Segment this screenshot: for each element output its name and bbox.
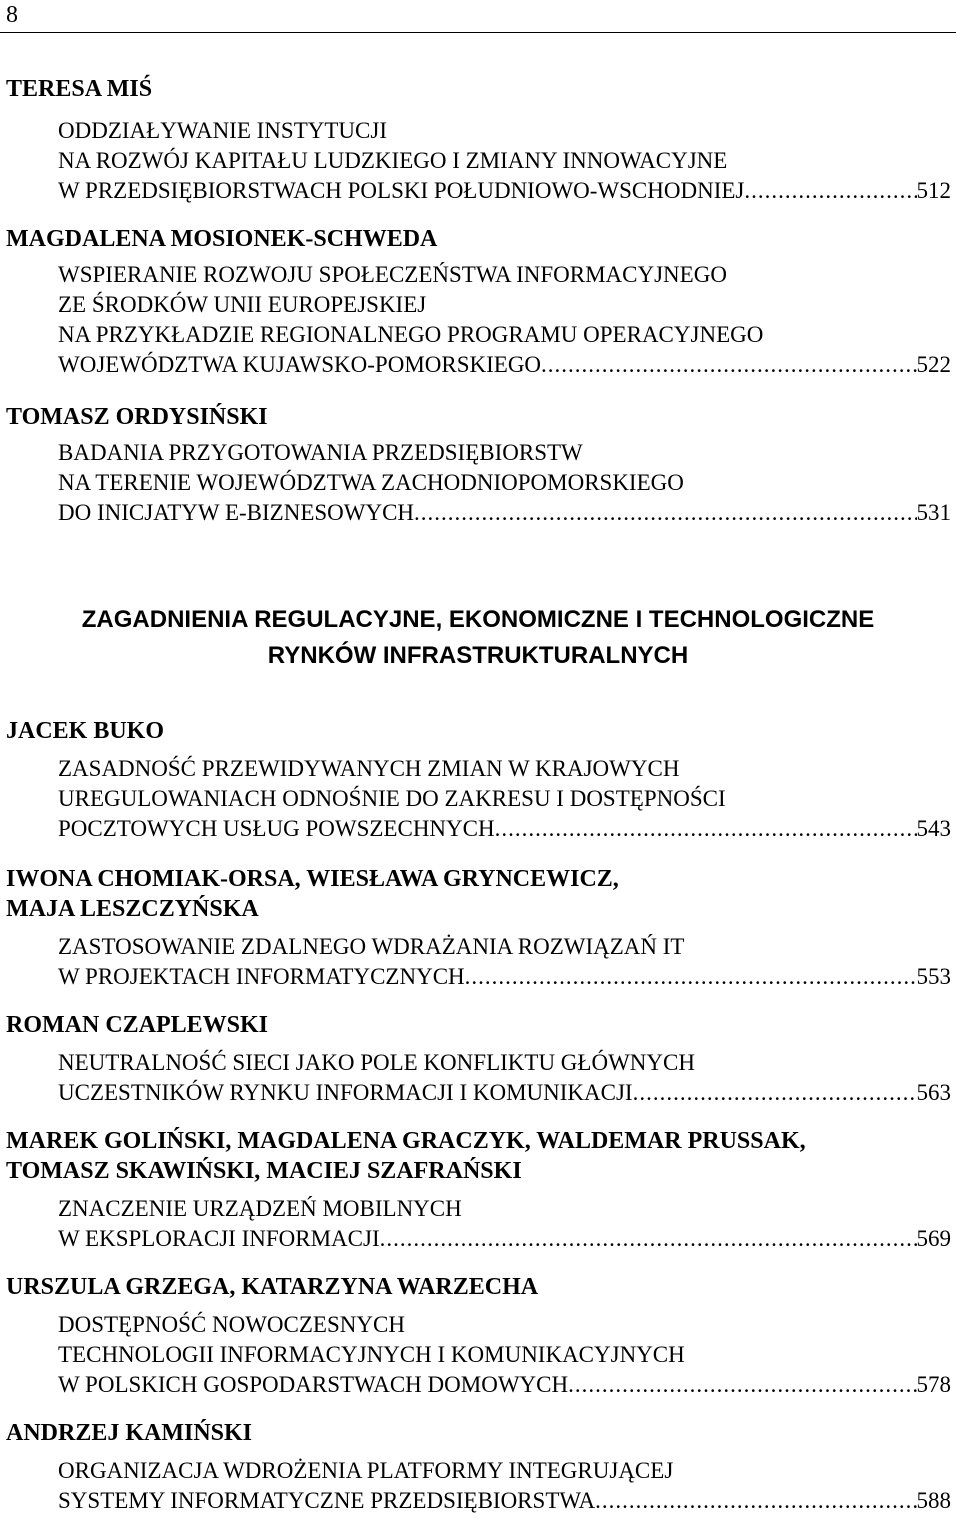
toc-page-number[interactable]: 563	[916, 1080, 951, 1105]
toc-title-line: DOSTĘPNOŚĆ NOWOCZESNYCH	[58, 1312, 405, 1337]
toc-title-line: ZASADNOŚĆ PRZEWIDYWANYCH ZMIAN W KRAJOWYCH	[58, 756, 680, 781]
section-heading	[0, 602, 956, 674]
toc-title-line: UREGULOWANIACH ODNOŚNIE DO ZAKRESU I DOSTĘPNOŚCI	[58, 786, 726, 811]
toc-title-last-line: DO INICJATYW E-BIZNESOWYCH ..... 531	[58, 498, 951, 528]
toc-author: MAGDALENA MOSIONEK-SCHWEDA	[6, 226, 438, 252]
toc-title-line: ZE ŚRODKÓW UNII EUROPEJSKIEJ	[58, 292, 427, 317]
toc-title[interactable]	[58, 260, 951, 380]
toc-title-line: TECHNOLOGII INFORMACYJNYCH I KOMUNIKACYJNYCH	[58, 1342, 685, 1367]
toc-author: URSZULA GRZEGA, KATARZYNA WARZECHA	[6, 1274, 539, 1300]
toc-title-line: NEUTRALNOŚĆ SIECI JAKO POLE KONFLIKTU GŁÓWNYCH	[58, 1050, 695, 1075]
toc-title-line: WSPIERANIE ROZWOJU SPOŁECZEŃSTWA INFORMACYJNEGO	[58, 262, 727, 287]
toc-title-last-line: SYSTEMY INFORMATYCZNE PRZEDSIĘBIORSTWA ..... 588	[58, 1486, 951, 1516]
toc-title-last-line: WOJEWÓDZTWA KUJAWSKO-POMORSKIEGO ..... 522	[58, 350, 951, 380]
toc-author: ANDRZEJ KAMIŃSKI	[6, 1420, 253, 1446]
toc-page-number[interactable]: 553	[916, 964, 951, 989]
toc-title[interactable]	[58, 1194, 951, 1254]
toc-author: TERESA MIŚ	[6, 76, 153, 102]
dot-leader	[541, 350, 916, 380]
toc-author: MAJA LESZCZYŃSKA	[6, 896, 259, 922]
toc-page-number[interactable]: 512	[916, 178, 951, 203]
toc-title-last-line: W PRZEDSIĘBIORSTWACH POLSKI POŁUDNIOWO-WSCHODNIEJ ..... 512	[58, 176, 951, 206]
dot-leader	[380, 1224, 917, 1254]
toc-title-line: ODDZIAŁYWANIE INSTYTUCJI	[58, 118, 387, 143]
toc-title-last-line: W PROJEKTACH INFORMATYCZNYCH ..... 553	[58, 962, 951, 992]
dot-leader	[568, 1370, 916, 1400]
header-rule	[0, 32, 956, 33]
toc-title[interactable]	[58, 932, 951, 992]
dot-leader	[595, 1486, 916, 1516]
dot-leader	[414, 498, 916, 528]
dot-leader	[744, 176, 916, 206]
section-heading-line: ZAGADNIENIA REGULACYJNE, EKONOMICZNE I TECHNOLOGICZNE	[81, 606, 875, 633]
toc-title-last-line: W EKSPLORACJI INFORMACJI ..... 569	[58, 1224, 951, 1254]
toc-title-line: BADANIA PRZYGOTOWANIA PRZEDSIĘBIORSTW	[58, 440, 583, 465]
toc-title-line: ZASTOSOWANIE ZDALNEGO WDRAŻANIA ROZWIĄZAŃ IT	[58, 934, 685, 959]
toc-author: JACEK BUKO	[6, 718, 165, 744]
toc-author: TOMASZ SKAWIŃSKI, MACIEJ SZAFRAŃSKI	[6, 1158, 522, 1184]
toc-author: IWONA CHOMIAK-ORSA, WIESŁAWA GRYNCEWICZ,	[6, 866, 619, 892]
toc-title[interactable]	[58, 438, 951, 528]
page-number: 8	[6, 2, 18, 28]
toc-page-number[interactable]: 531	[916, 500, 951, 525]
toc-title-line: ZNACZENIE URZĄDZEŃ MOBILNYCH	[58, 1196, 462, 1221]
toc-author: TOMASZ ORDYSIŃSKI	[6, 404, 268, 430]
toc-title-last-line: W POLSKICH GOSPODARSTWACH DOMOWYCH ..... 578	[58, 1370, 951, 1400]
toc-page-number[interactable]: 543	[916, 816, 951, 841]
toc-title[interactable]	[58, 754, 951, 844]
dot-leader	[465, 962, 917, 992]
toc-title-line: NA ROZWÓJ KAPITAŁU LUDZKIEGO I ZMIANY INNOWACYJNE	[58, 148, 728, 173]
toc-title-last-line: UCZESTNIKÓW RYNKU INFORMACJI I KOMUNIKACJI ..... 563	[58, 1078, 951, 1108]
toc-title-line: NA TERENIE WOJEWÓDZTWA ZACHODNIOPOMORSKIEGO	[58, 470, 684, 495]
dot-leader	[495, 814, 917, 844]
toc-page-number[interactable]: 578	[916, 1372, 951, 1397]
toc-author: MAREK GOLIŃSKI, MAGDALENA GRACZYK, WALDEMAR PRUSSAK,	[6, 1128, 806, 1154]
toc-author: ROMAN CZAPLEWSKI	[6, 1012, 269, 1038]
toc-title[interactable]	[58, 1048, 951, 1108]
toc-title-line: NA PRZYKŁADZIE REGIONALNEGO PROGRAMU OPERACYJNEGO	[58, 322, 764, 347]
toc-title[interactable]	[58, 1310, 951, 1400]
toc-title[interactable]	[58, 116, 951, 206]
dot-leader	[633, 1078, 917, 1108]
toc-title-line: ORGANIZACJA WDROŻENIA PLATFORMY INTEGRUJĄCEJ	[58, 1458, 674, 1483]
section-heading-line: RYNKÓW INFRASTRUKTURALNYCH	[267, 642, 689, 669]
toc-title[interactable]	[58, 1456, 951, 1516]
toc-page-number[interactable]: 569	[916, 1226, 951, 1251]
toc-page-number[interactable]: 522	[916, 352, 951, 377]
toc-page-number[interactable]: 588	[916, 1488, 951, 1513]
toc-title-last-line: POCZTOWYCH USŁUG POWSZECHNYCH ..... 543	[58, 814, 951, 844]
